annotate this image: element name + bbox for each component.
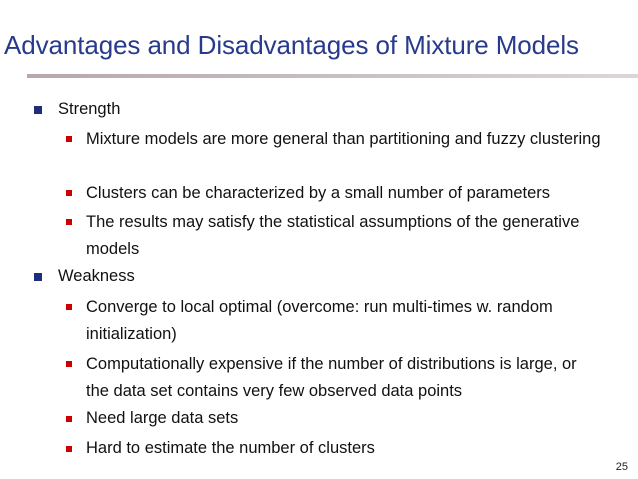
list-item: Converge to local optimal (overcome: run multi-times w. random initialization) bbox=[86, 298, 553, 343]
list-item: Need large data sets bbox=[86, 409, 239, 427]
list-item: Computationally expensive if the number of distributions is large, or the data set contains very few observed data points bbox=[86, 355, 577, 400]
list-item: Hard to estimate the number of clusters bbox=[86, 439, 375, 457]
list-bullet-icon bbox=[66, 190, 72, 196]
list-bullet-icon bbox=[66, 136, 72, 142]
slide-title: Advantages and Disadvantages of Mixture Models bbox=[4, 30, 579, 60]
section-heading-weakness: Weakness bbox=[58, 267, 135, 285]
list-bullet-icon bbox=[66, 219, 72, 225]
section-bullet-strength-icon bbox=[34, 106, 42, 114]
list-item: Mixture models are more general than partitioning and fuzzy clustering bbox=[86, 130, 601, 148]
page-number: 25 bbox=[615, 461, 628, 473]
list-item: Clusters can be characterized by a small number of parameters bbox=[86, 184, 551, 202]
section-heading-strength: Strength bbox=[58, 100, 121, 118]
list-bullet-icon bbox=[66, 304, 72, 310]
list-bullet-icon bbox=[66, 416, 72, 422]
list-item: The results may satisfy the statistical assumptions of the generative models bbox=[86, 213, 580, 258]
section-bullet-weakness-icon bbox=[34, 273, 42, 281]
list-bullet-icon bbox=[66, 446, 72, 452]
list-bullet-icon bbox=[66, 361, 72, 367]
